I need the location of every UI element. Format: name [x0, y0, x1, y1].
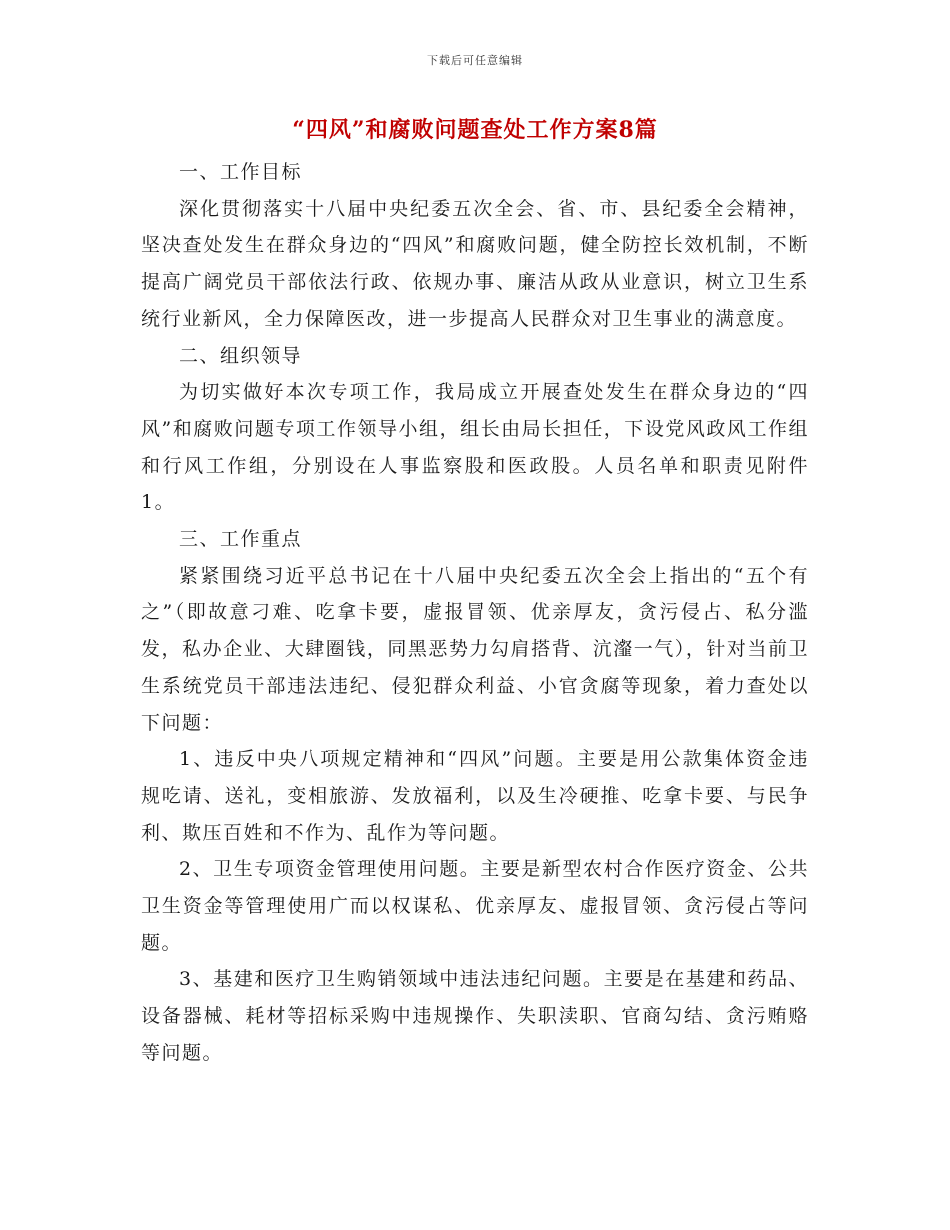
- paragraph: 深化贯彻落实十八届中央纪委五次全会、省、市、县纪委全会精神，坚决查处发生在群众身边的“四风”和腐败问题，健全防控长效机制，不断提高广阔党员干部依法行政、依规办事、廉洁从政从业意识，树立卫生系统行业新风，全力保障医改，进一步提高人民群众对卫生事业的满意度。: [141, 197, 809, 330]
- list-item: 3、基建和医疗卫生购销领域中违法违纪问题。主要是在基建和药品、设备器械、耗材等招标采购中违规操作、失职渎职、官商勾结、贪污贿赂等问题。: [141, 968, 809, 1064]
- paragraph: 紧紧围绕习近平总书记在十八届中央纪委五次全会上指出的“五个有之”（即故意刁难、吃拿卡要，虚报冒领、优亲厚友，贪污侵占、私分滥发，私办企业、大肆圈钱，同黑恶势力勾肩搭背、沆瀣一气），针对当前卫生系统党员干部违法违纪、侵犯群众利益、小官贪腐等现象，着力查处以下问题：: [141, 564, 809, 734]
- section-heading-focus: 三、工作重点: [179, 528, 303, 551]
- section-heading-goals: 一、工作目标: [179, 161, 303, 183]
- document-body: [141, 154, 809, 1072]
- list-item: 1、违反中央八项规定精神和“四风”问题。主要是用公款集体资金违规吃请、送礼，变相旅游、发放福利，以及生冷硬推、吃拿卡要、与民争利、欺压百姓和不作为、乱作为等问题。: [141, 748, 809, 844]
- header-note: 下载后可任意编辑: [427, 54, 523, 67]
- list-item: 2、卫生专项资金管理使用问题。主要是新型农村合作医疗资金、公共卫生资金等管理使用广而以权谋私、优亲厚友、虚报冒领、贪污侵占等问题。: [141, 858, 809, 954]
- document-title: “四风”和腐败问题查处工作方案8篇: [292, 117, 658, 143]
- section-heading-leadership: 二、组织领导: [179, 344, 303, 367]
- paragraph: 为切实做好本次专项工作，我局成立开展查处发生在群众身边的“四风”和腐败问题专项工作领导小组，组长由局长担任，下设党风政风工作组和行风工作组，分别设在人事监察股和医政股。人员名单和职责见附件1。: [141, 381, 809, 514]
